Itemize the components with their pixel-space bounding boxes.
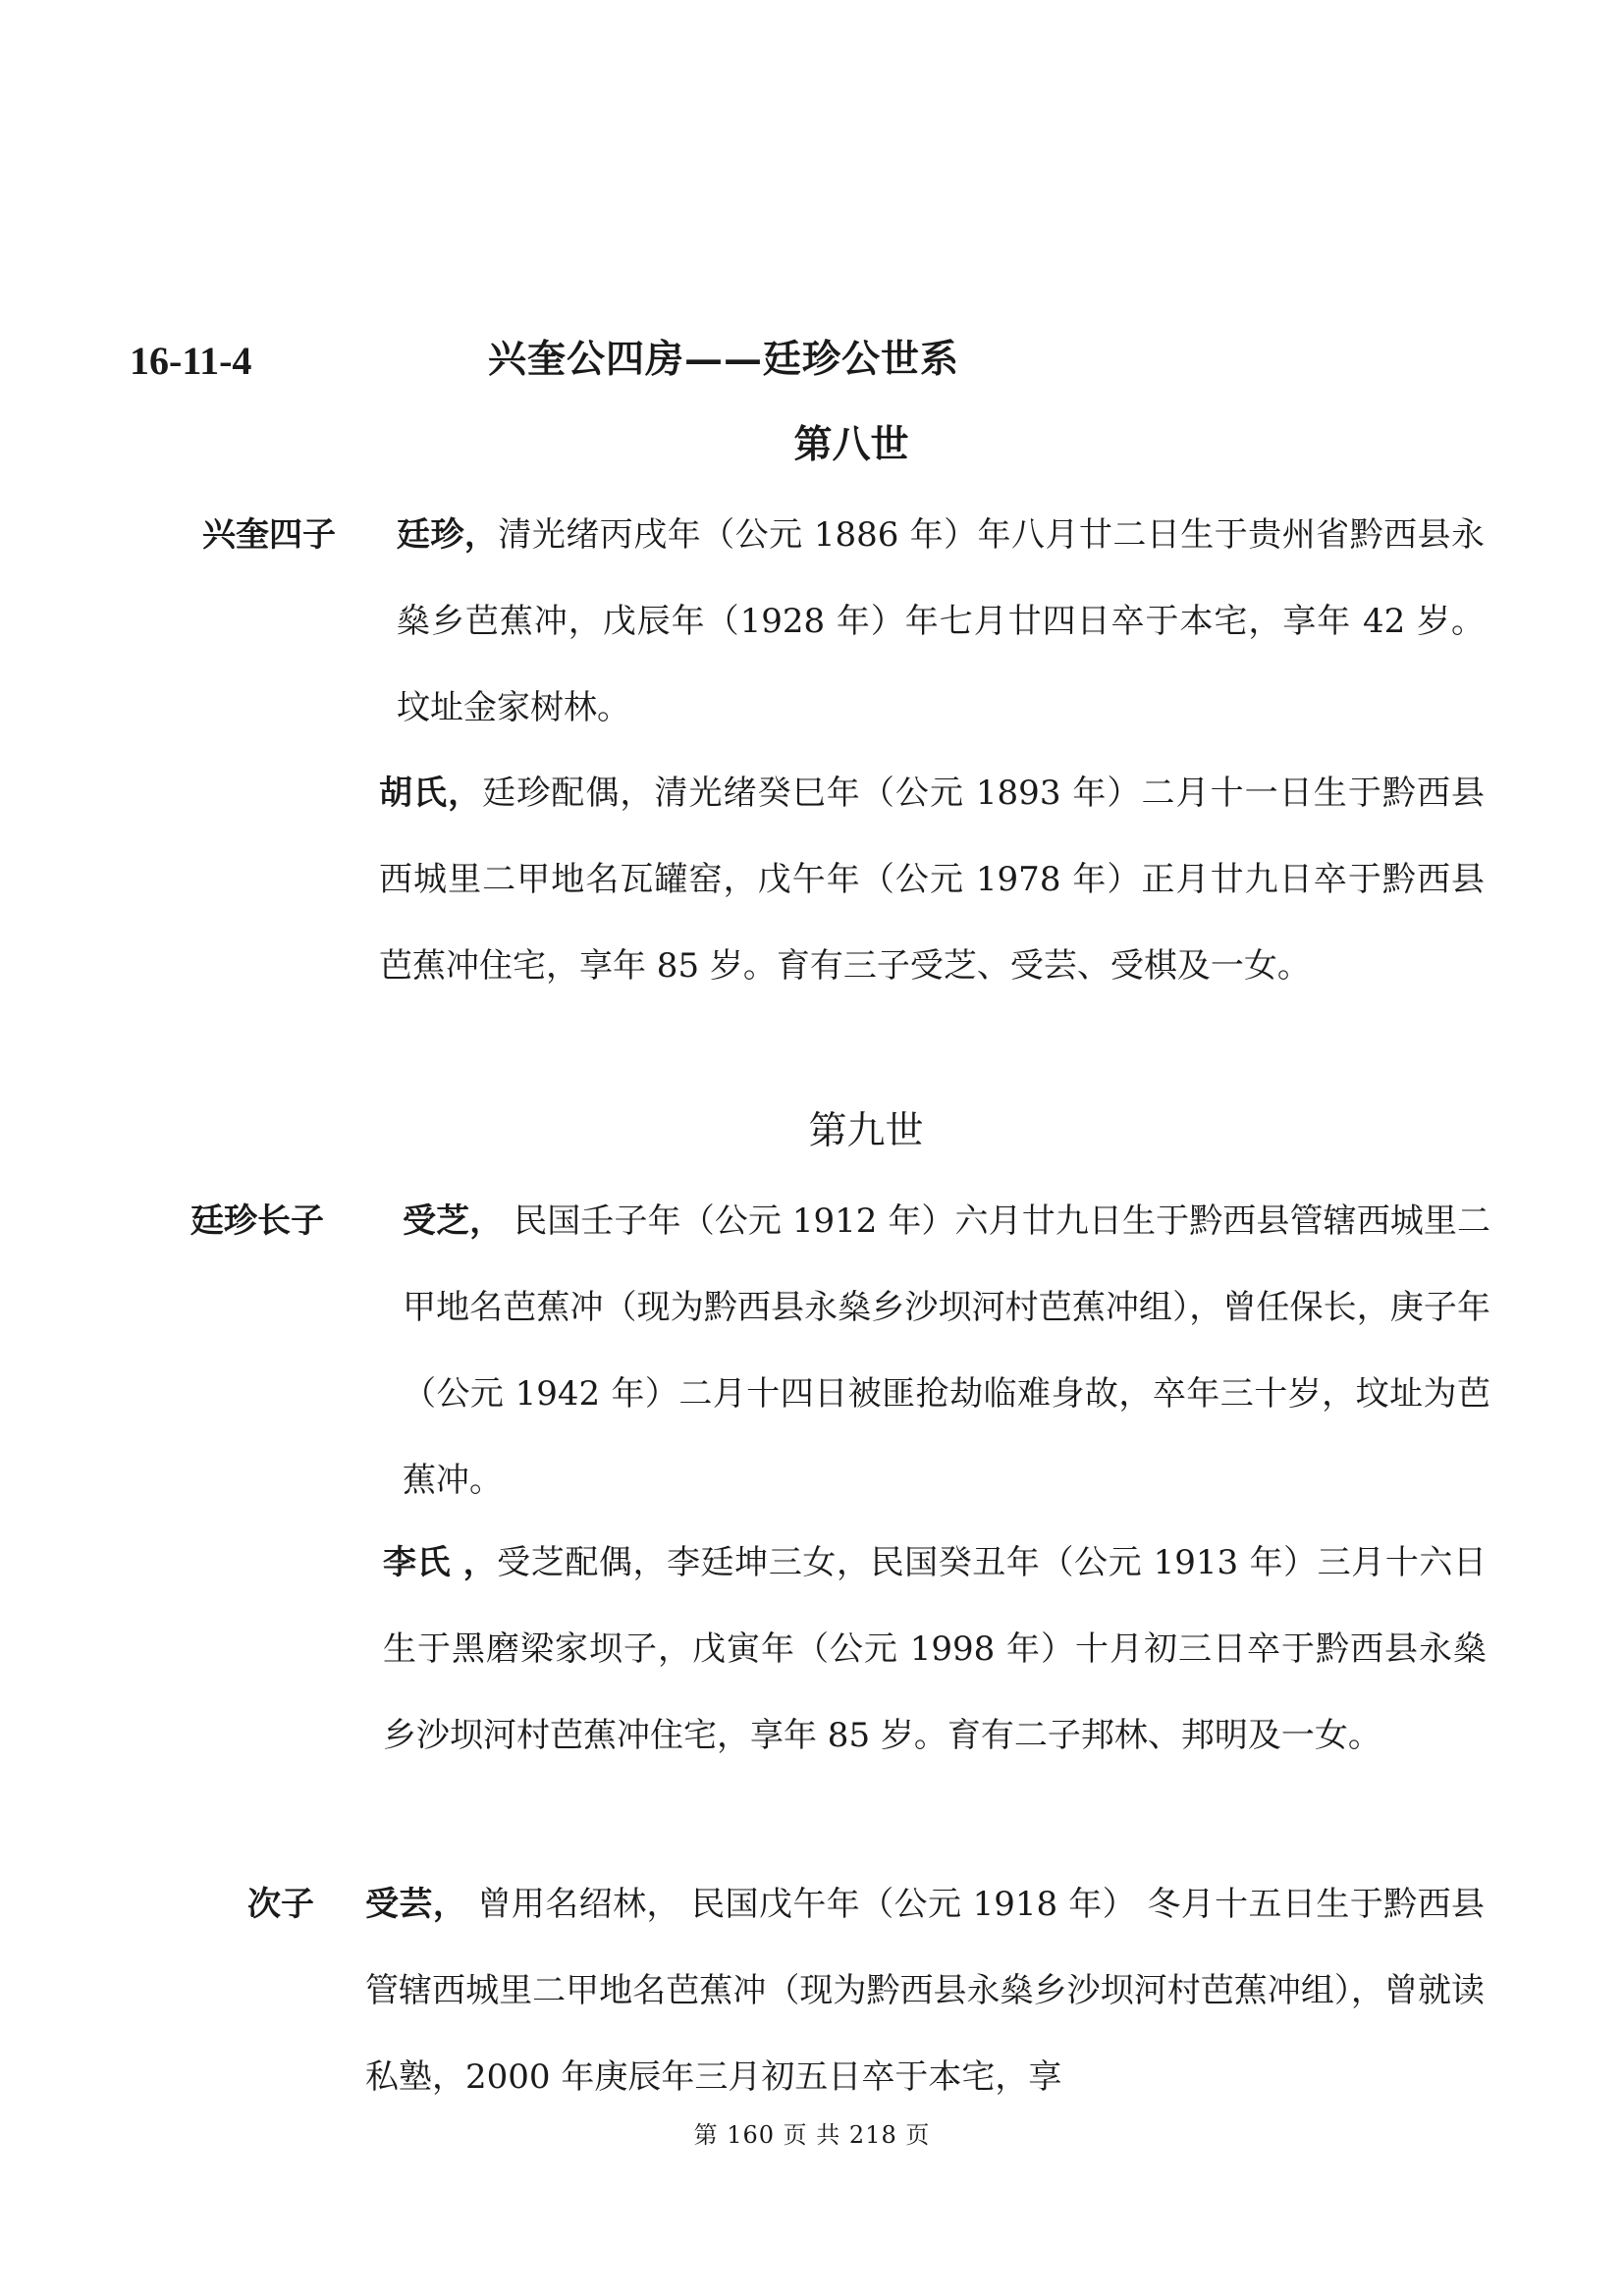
genealogy-entry xyxy=(397,492,1485,751)
genealogy-entry xyxy=(403,1178,1490,1523)
generation-8-title: 第八世 xyxy=(793,422,909,467)
person-name: 受芸， xyxy=(365,1885,467,1924)
section-number: 16-11-4 xyxy=(130,339,252,383)
entry-text: 曾用名绍林， 民国戊午年（公元 1918 年） 冬月十五日生于黔西县管辖西城里二甲地名芭蕉冲（现为黔西县永燊乡沙坝河村芭蕉冲组），曾就读私塾，2000 年庚辰年三月初五日卒于本宅，享 xyxy=(365,1885,1485,2097)
section-title: 兴奎公四房——廷珍公世系 xyxy=(488,337,960,382)
genealogy-entry xyxy=(383,1520,1487,1779)
entry-text: 清光绪丙戌年（公元 1886 年）年八月廿二日生于贵州省黔西县永燊乡芭蕉冲，戊辰年（1928 年）年七月廿四日卒于本宅，享年 42 岁。坟址金家树林。 xyxy=(397,515,1486,727)
person-name: 李氏 ， xyxy=(383,1543,498,1582)
entry-text: 廷珍配偶，清光绪癸巳年（公元 1893 年）二月十一日生于黔西县西城里二甲地名瓦罐窑，戊午年（公元 1978 年）正月廿九日卒于黔西县芭蕉冲住宅，享年 85 岁。育有三子受芝、受芸、受棋及一女。 xyxy=(379,774,1486,986)
relation-label: 兴奎四子 xyxy=(202,515,336,555)
entry-text: 民国壬子年（公元 1912 年）六月廿九日生于黔西县管辖西城里二甲地名芭蕉冲（现为黔西县永燊乡沙坝河村芭蕉冲组），曾任保长，庚子年（公元 1942 年）二月十四日被匪抢劫临难身故，卒年三十岁，坟址为芭蕉冲。 xyxy=(403,1201,1490,1500)
person-name: 廷珍， xyxy=(397,515,499,555)
generation-9-title: 第九世 xyxy=(808,1109,924,1153)
genealogy-entry xyxy=(365,1861,1485,2120)
person-name: 胡氏， xyxy=(379,774,483,813)
entry-text: 受芝配偶，李廷坤三女，民国癸丑年（公元 1913 年）三月十六日生于黑磨梁家坝子，戊寅年（公元 1998 年）十月初三日卒于黔西县永燊乡沙坝河村芭蕉冲住宅，享年 85 岁。育有二子邦林、邦明及一女。 xyxy=(383,1543,1488,1755)
person-name: 受芝， xyxy=(403,1201,504,1241)
genealogy-entry xyxy=(379,750,1485,1009)
page-footer: 第 160 页 共 218 页 xyxy=(693,2121,931,2149)
relation-label: 次子 xyxy=(247,1885,314,1924)
relation-label: 廷珍长子 xyxy=(190,1201,324,1241)
